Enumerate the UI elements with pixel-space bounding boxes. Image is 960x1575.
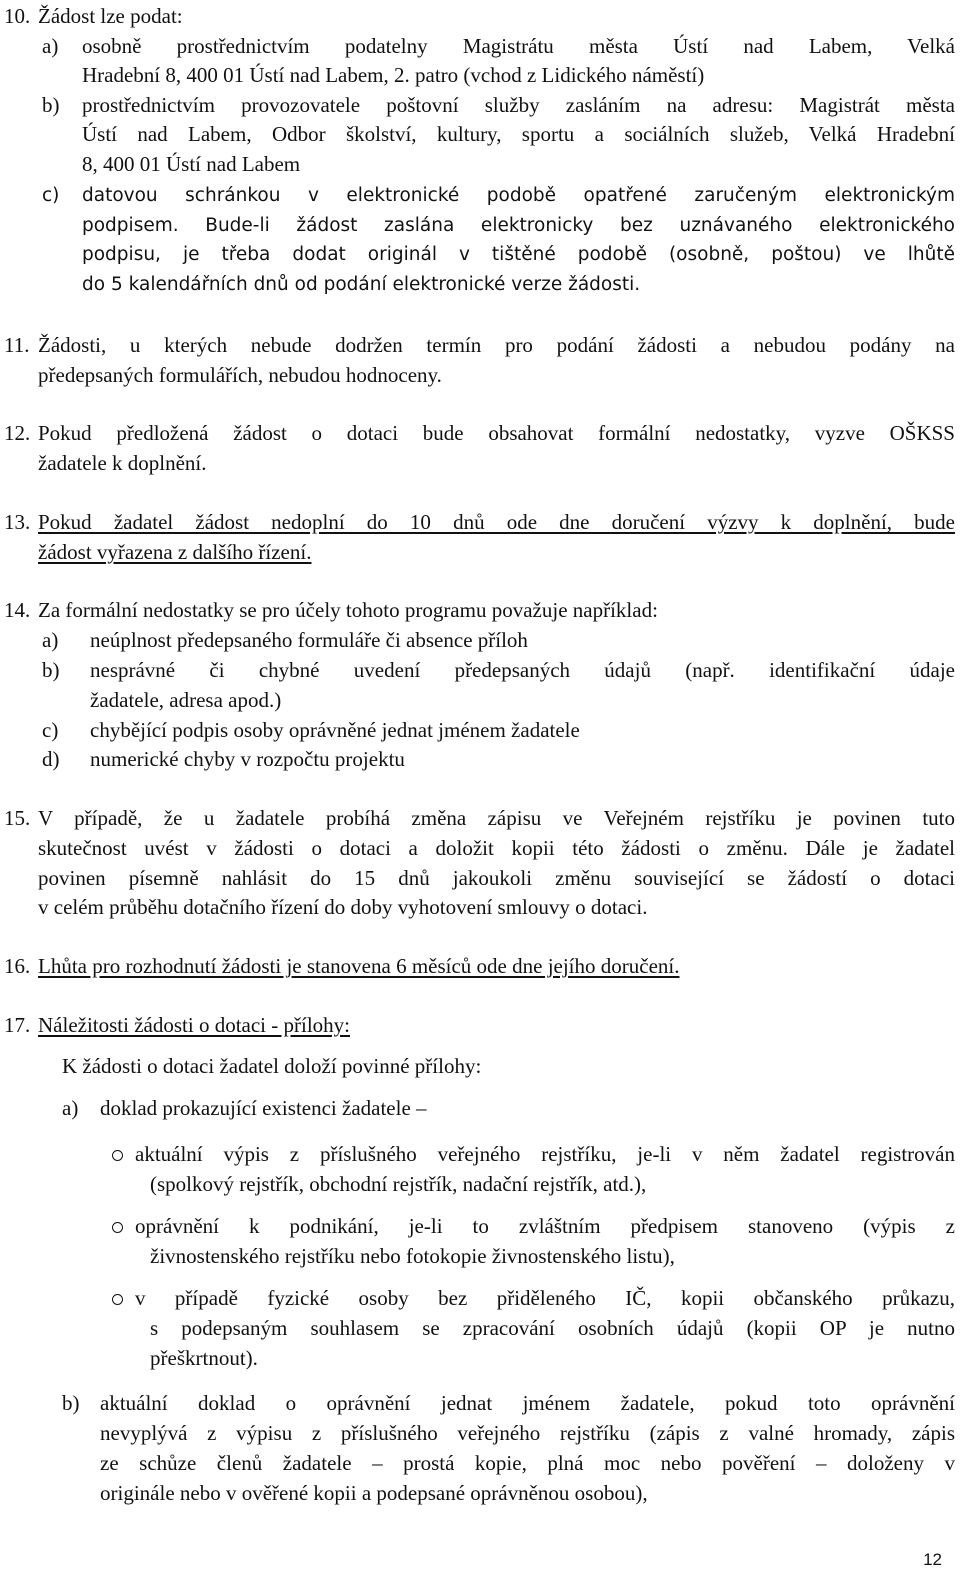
item-14c-label: c) bbox=[42, 718, 59, 742]
item-12-line1: Pokud předložená žádost o dotaci bude obsahovat formální nedostatky, vyzve OŠKSS bbox=[38, 421, 955, 445]
attachment-b-line1: aktuální doklad o oprávnění jednat jménem žadatele, pokud toto oprávnění bbox=[100, 1391, 955, 1415]
item-15-line3: povinen písemně nahlásit do 15 dnů jakoukoli změnu související se žádostí o dotaci bbox=[38, 866, 955, 890]
item-15-line1: V případě, že u žadatele probíhá změna zápisu ve Veřejném rejstříku je povinen tuto bbox=[38, 806, 955, 830]
attachments-intro: K žádosti o dotaci žadatel doloží povinné přílohy: bbox=[62, 1054, 482, 1078]
item-13-number: 13. bbox=[4, 510, 31, 534]
item-10-heading: Žádost lze podat: bbox=[38, 4, 183, 28]
attachment-b-line4: originále nebo v ověřené kopii a podepsané oprávněnou osobou), bbox=[100, 1481, 648, 1505]
bullet-2-line2: živnostenského rejstříku nebo fotokopie živnostenského listu), bbox=[150, 1244, 675, 1268]
item-10b-label: b) bbox=[42, 93, 60, 117]
bullet-3-line3: přeškrtnout). bbox=[150, 1346, 258, 1370]
item-10b-line1: prostřednictvím provozovatele poštovní služby zasláním na adresu: Magistrát města bbox=[82, 93, 955, 117]
item-14d-line1: numerické chyby v rozpočtu projektu bbox=[90, 747, 405, 771]
item-10b-line2: Ústí nad Labem, Odbor školství, kultury, sportu a sociálních služeb, Velká Hradební bbox=[82, 122, 955, 146]
item-10a-label: a) bbox=[42, 34, 59, 58]
item-14c-line1: chybějící podpis osoby oprávněné jednat jménem žadatele bbox=[90, 718, 580, 742]
item-14d-label: d) bbox=[42, 747, 60, 771]
item-13-line1: Pokud žadatel žádost nedoplní do 10 dnů ode dne doručení výzvy k doplnění, bude bbox=[38, 510, 955, 534]
attachment-a-label: a) bbox=[62, 1096, 79, 1120]
page-number: 12 bbox=[923, 1550, 942, 1569]
item-11-line1: Žádosti, u kterých nebude dodržen termín pro podání žádosti a nebudou podány na bbox=[38, 333, 955, 357]
item-10c-line3: podpisu, je třeba dodat originál v tištěné podobě (osobně, poštou) ve lhůtě bbox=[82, 244, 955, 265]
item-10a-line1: osobně prostřednictvím podatelny Magistrátu města Ústí nad Labem, Velká bbox=[82, 34, 955, 58]
item-14-line1: Za formální nedostatky se pro účely tohoto programu považuje například: bbox=[38, 598, 658, 622]
item-15-number: 15. bbox=[4, 806, 31, 830]
item-12-number: 12. bbox=[4, 421, 31, 445]
bullet-icon bbox=[112, 1222, 123, 1233]
item-10-number: 10. bbox=[4, 4, 31, 28]
item-14a-label: a) bbox=[42, 628, 59, 652]
item-10c-label: c) bbox=[42, 185, 60, 206]
item-16-line1: Lhůta pro rozhodnutí žádosti je stanovena 6 měsíců ode dne jejího doručení. bbox=[38, 954, 680, 978]
item-12-line2: žadatele k doplnění. bbox=[38, 451, 207, 475]
item-14b-line2: žadatele, adresa apod.) bbox=[90, 688, 282, 712]
item-17-line1: Náležitosti žádosti o dotaci - přílohy: bbox=[38, 1013, 351, 1037]
item-13-line2: žádost vyřazena z dalšího řízení. bbox=[38, 540, 312, 564]
item-10c-line4: do 5 kalendářních dnů od podání elektronické verze žádosti. bbox=[82, 274, 641, 295]
bullet-1-line2: (spolkový rejstřík, obchodní rejstřík, nadační rejstřík, atd.), bbox=[150, 1172, 647, 1196]
attachment-b-label: b) bbox=[62, 1391, 80, 1415]
item-14a-line1: neúplnost předepsaného formuláře či absence příloh bbox=[90, 628, 528, 652]
bullet-icon bbox=[112, 1294, 123, 1305]
item-15-line4: v celém průběhu dotačního řízení do doby vyhotovení smlouvy o dotaci. bbox=[38, 895, 648, 919]
bullet-2-line1: oprávnění k podnikání, je-li to zvláštním předpisem stanoveno (výpis z bbox=[135, 1214, 955, 1238]
bullet-3-line2: s podepsaným souhlasem se zpracování osobních údajů (kopii OP je nutno bbox=[150, 1316, 955, 1340]
item-11-line2: předepsaných formulářích, nebudou hodnoceny. bbox=[38, 363, 442, 387]
item-14-number: 14. bbox=[4, 598, 31, 622]
bullet-icon bbox=[112, 1150, 123, 1161]
item-11-number: 11. bbox=[4, 333, 30, 357]
attachment-b-line3: ze schůze členů žadatele – prostá kopie, plná moc nebo pověření – doloženy v bbox=[100, 1451, 955, 1475]
item-10b-line3: 8, 400 01 Ústí nad Labem bbox=[82, 152, 301, 176]
item-10a-line2: Hradební 8, 400 01 Ústí nad Labem, 2. patro (vchod z Lidického náměstí) bbox=[82, 63, 705, 87]
item-10c-line2: podpisem. Bude-li žádost zaslána elektronicky bez uznávaného elektronického bbox=[82, 215, 955, 236]
bullet-3-line1: v případě fyzické osoby bez přiděleného IČ, kopii občanského průkazu, bbox=[135, 1286, 955, 1310]
item-14b-line1: nesprávné či chybné uvedení předepsaných údajů (např. identifikační údaje bbox=[90, 658, 955, 682]
bullet-1-line1: aktuální výpis z příslušného veřejného rejstříku, je-li v něm žadatel registrován bbox=[135, 1142, 955, 1166]
item-14b-label: b) bbox=[42, 658, 60, 682]
attachment-b-line2: nevyplývá z výpisu z příslušného veřejného rejstříku (zápis z valné hromady, zápis bbox=[100, 1421, 955, 1445]
attachment-a-line1: doklad prokazující existenci žadatele – bbox=[100, 1096, 427, 1120]
item-17-number: 17. bbox=[4, 1013, 31, 1037]
item-15-line2: skutečnost uvést v žádosti o dotaci a doložit kopii této žádosti o změnu. Dále je žadatel bbox=[38, 836, 955, 860]
item-10c-line1: datovou schránkou v elektronické podobě opatřené zaručeným elektronickým bbox=[82, 185, 955, 206]
item-16-number: 16. bbox=[4, 954, 31, 978]
